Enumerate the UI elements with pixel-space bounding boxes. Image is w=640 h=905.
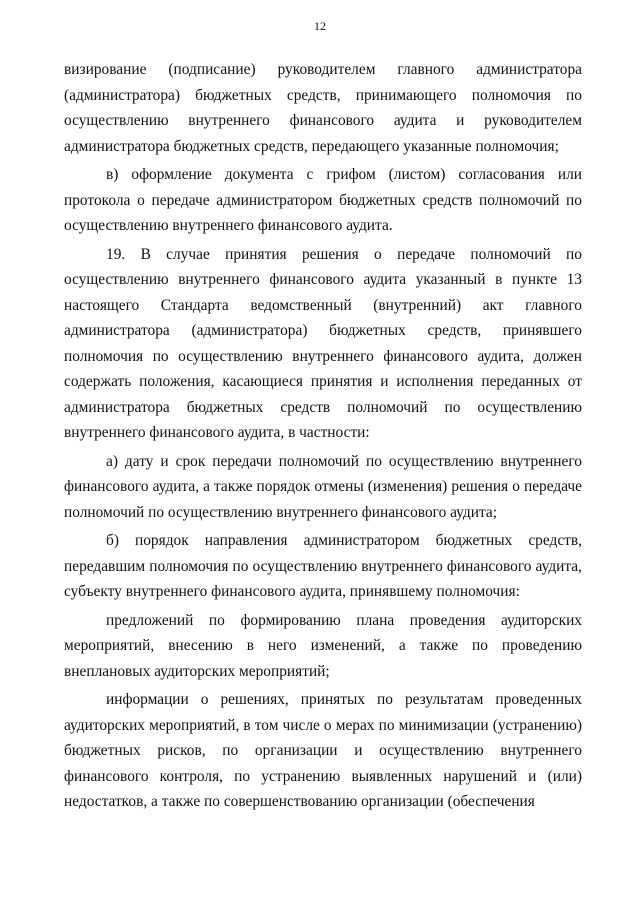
paragraph-item-a-transfer-date: а) дату и срок передачи полномочий по осуществлению внутреннего финансового аудита, а также порядок отмены (изменения) решения о передаче полномочий по осуществлению внутреннего финансового аудита; (64, 452, 582, 521)
paragraph-audit-decisions-info: информации о решениях, принятых по результатам проведенных аудиторских мероприятий, в том числе о мерах по минимизации (устранению) бюджетных рисков, по организации и осуществлению внутреннего финансового контроля, по устранению выявленных нарушений и (или) недостатков, а также по совершенствованию организации (обеспечения (64, 691, 582, 810)
paragraph-item-b-submission-order: б) порядок направления администратором бюджетных средств, передавшим полномочия по осуществлению внутреннего финансового аудита, субъекту внутреннего финансового аудита, принявшему полномочия: (64, 532, 582, 600)
paragraph-clause-19: 19. В случае принятия решения о передаче полномочий по осуществлению внутреннего финансового аудита указанный в пункте 13 настоящего Стандарта ведомственный (внутренний) акт главного администратора (администратора) бюджетных средств, принявшего полномочия по осуществлению внутреннего финансового аудита, должен содержать положения, касающиеся принятия и исполнения переданных от администратора бюджетных средств полномочий по осуществлению внутреннего финансового аудита, в частности: (64, 245, 582, 441)
paragraph-item-v-approval-sheet: в) оформление документа с грифом (листом) согласования или протокола о передаче администратором бюджетных средств полномочий по осуществлению внутреннего финансового аудита. (64, 166, 582, 234)
paragraph-approval-signing: визирование (подписание) руководителем главного администратора (администратора) бюджетных средств, принимающего полномочия по осуществлению внутреннего финансового аудита и руководителем администратора бюджетных средств, передающего указанные полномочия; (64, 61, 582, 155)
document-body (64, 57, 582, 818)
paragraph-audit-plan-proposals: предложений по формированию плана проведения аудиторских мероприятий, внесению в него изменений, а также по проведению внеплановых аудиторских мероприятий; (64, 611, 582, 680)
page-number: 12 (314, 19, 326, 33)
